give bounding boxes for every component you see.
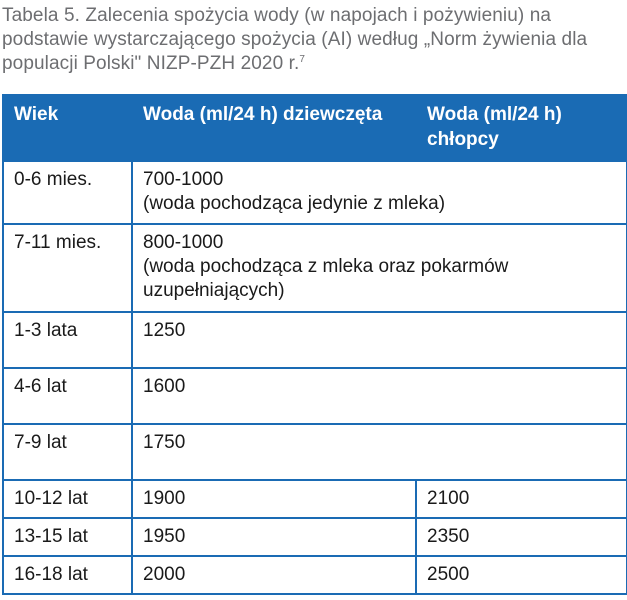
age-cell: 16-18 lat <box>3 556 132 594</box>
value-text: 700-1000 <box>143 169 224 190</box>
girls-cell: 2000 <box>132 556 416 594</box>
age-cell: 10-12 lat <box>3 480 132 518</box>
value-cell: 1750 <box>132 424 627 480</box>
girls-cell: 1900 <box>132 480 416 518</box>
table-row <box>3 424 627 480</box>
table-row <box>3 480 627 518</box>
table-row <box>3 312 627 368</box>
girls-cell: 1950 <box>132 518 416 556</box>
table-header-row <box>3 95 627 161</box>
age-cell: 1-3 lata <box>3 312 132 368</box>
age-cell: 4-6 lat <box>3 368 132 424</box>
caption-footnote: 7 <box>299 54 306 65</box>
value-cell: 1600 <box>132 368 627 424</box>
table-row <box>3 368 627 424</box>
header-boys: Woda (ml/24 h) chłopcy <box>416 95 627 161</box>
age-cell: 7-9 lat <box>3 424 132 480</box>
boys-cell: 2100 <box>416 480 627 518</box>
water-intake-table <box>2 94 627 595</box>
value-cell: 1250 <box>132 312 627 368</box>
boys-cell: 2350 <box>416 518 627 556</box>
age-cell: 13-15 lat <box>3 518 132 556</box>
table-row <box>3 518 627 556</box>
value-cell <box>132 161 627 224</box>
value-cell <box>132 224 627 312</box>
age-cell: 7-11 mies. <box>3 224 132 312</box>
value-text: 800-1000 <box>143 232 224 253</box>
age-cell: 0-6 mies. <box>3 161 132 224</box>
value-note: (woda pochodząca z mleka oraz pokarmów uzupełniających) <box>143 256 509 301</box>
table-row <box>3 556 627 594</box>
table-row <box>3 224 627 312</box>
caption-text: Tabela 5. Zalecenia spożycia wody (w napojach i pożywieniu) na podstawie wystarczającego spożycia (AI) według „Norm żywienia dla populacji Polski" NIZP-PZH 2020 r. <box>2 5 588 74</box>
boys-cell: 2500 <box>416 556 627 594</box>
table-row <box>3 161 627 224</box>
value-note: (woda pochodząca jedynie z mleka) <box>143 193 446 214</box>
header-age: Wiek <box>3 95 132 161</box>
header-girls: Woda (ml/24 h) dziewczęta <box>132 95 416 161</box>
table-caption <box>2 4 622 76</box>
